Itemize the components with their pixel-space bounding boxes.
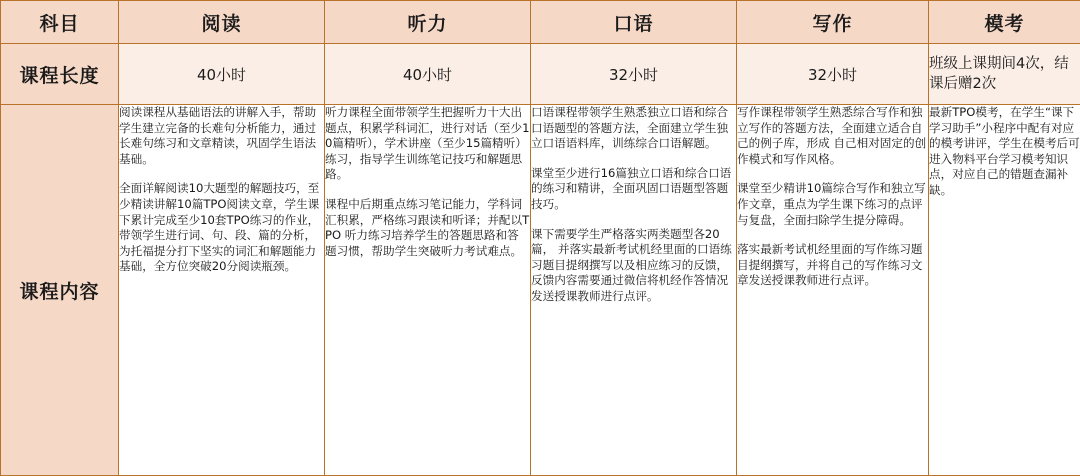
length-mock: 班级上课期间4次，结课后赠2次 [929,44,1080,105]
content-row [1,105,1080,476]
length-row [1,44,1080,105]
writing-paragraph: 课堂至少精讲10篇综合写作和独立写作文章，重点为学生课下练习的点评与复盘，全面扫除学生提分障碍。 [737,181,926,227]
speaking-paragraph: 口语课程带领学生熟悉独立口语和综合口语题型的答题方法，全面建立学生独立口语语料库，训练综合口语解题。 [531,105,729,151]
content-reading [119,105,325,476]
content-mock [929,105,1080,476]
header-listening: 听力 [325,1,531,44]
length-reading: 40小时 [119,44,325,105]
reading-paragraph: 阅读课程从基础语法的讲解入手，帮助学生建立完备的长难句分析能力，通过长难句练习和文章精读，巩固学生语法基础。 [119,105,317,166]
speaking-paragraph: 课下需要学生严格落实两类题型各20篇， 并落实最新考试机经里面的口语练习题目提纲撰写以及相应练习的反馈，反馈内容需要通过微信将机经作答情况发送授课教师进行点评。 [531,226,732,303]
header-mock: 模考 [929,1,1080,44]
length-row-label: 课程长度 [1,44,119,105]
content-row-label: 课程内容 [1,105,119,476]
length-listening: 40小时 [325,44,531,105]
header-row [1,1,1080,44]
header-reading: 阅读 [119,1,325,44]
header-writing: 写作 [737,1,929,44]
content-speaking [531,105,737,476]
content-listening [325,105,531,476]
writing-paragraph: 落实最新考试机经里面的写作练习题目提纲撰写，并将自己的写作练习文章发送授课教师进行点评。 [737,242,923,288]
mock-paragraph: 最新TPO模考，在学生“课下学习助手”小程序中配有对应的模考讲评，学生在模考后可进入物料平台学习模考知识点，对应自己的错题查漏补缺。 [929,105,1080,197]
writing-paragraph: 写作课程带领学生熟悉综合写作和独立写作的答题方法，全面建立适合自己的例子库，形成 自己相对固定的创作模式和写作风格。 [737,105,927,166]
header-subject: 科目 [1,1,119,44]
header-speaking: 口语 [531,1,737,44]
reading-paragraph: 全面详解阅读10大题型的解题技巧，至少精读讲解10篇TPO阅读文章，学生课下累计完成至少10套TPO练习的作业，带领学生进行词、句、段、篇的分析，为托福提分打下坚实的词汇和解题能力基础，全方位突破20分阅读瓶颈。 [119,181,320,274]
length-speaking: 32小时 [531,44,737,105]
content-writing [737,105,929,476]
speaking-paragraph: 课堂至少进行16篇独立口语和综合口语的练习和精讲，全面巩固口语题型答题技巧。 [531,165,732,211]
listening-paragraph: 课程中后期重点练习笔记能力，学科词汇积累，严格练习跟读和听译；并配以TPO 听力练习培养学生的答题思路和答题习惯，帮助学生突破听力考试难点。 [325,196,530,258]
length-writing: 32小时 [737,44,929,105]
listening-paragraph: 听力课程全面带领学生把握听力十大出题点，积累学科词汇，进行对话（至少10篇精听），学术讲座（至少15篇精听）练习，指导学生训练笔记技巧和解题思路。 [325,105,530,182]
